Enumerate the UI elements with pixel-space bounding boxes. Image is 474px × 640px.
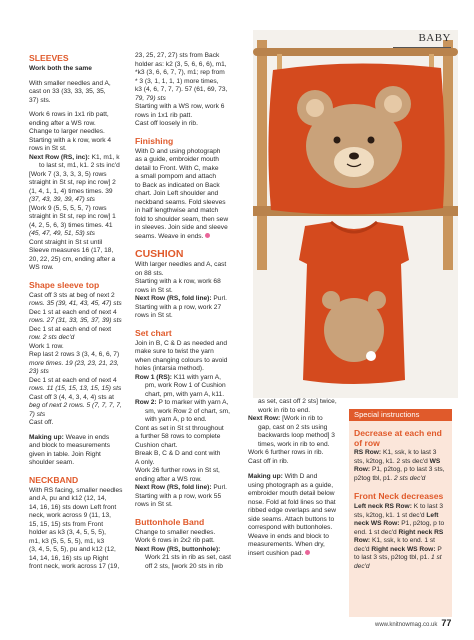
para-buttonhole-cont: as set, cast off 2 sts] twice, work in rib to end. Next Row: [Work in rib to gap, cast on 2 sts using backwards loop method] 3 times, work in rib to end. Work 6 further rows in rib. Cast off in rib. — [248, 398, 337, 465]
footer-url: www.knitnowmag.co.uk — [375, 622, 438, 628]
section-title-shape-sleeve-top: Shape sleeve top — [29, 279, 100, 290]
section-title-buttonhole-band: Buttonhole Band — [135, 516, 205, 527]
para-cushion-making-up: Making up: With D and using photograph as a guide, embroider mouth detail below nose. Fold at fold lines so that ribbed edge overlaps and sew side seams. Attach buttons to correspond with buttonholes. Weave in ends and block to measurements. When dry, insert cushion pad. — [248, 473, 336, 557]
para-finishing: With D and using photograph as a guide, embroider mouth detail to Front. With C, make a small pompom and attach to Back as indicated on Back chart. Join Left shoulder and neckband seams. Fold sleeves in half lengthwise and match fold to shoulder seam, then sew in sleeves. Join side and sleeve seams. Weave in ends. — [135, 147, 229, 240]
sidebar-decrease-rows: RS Row: K1, ssk, k to last 3 sts, k2tog, k1. 2 sts dec'd WS Row: P1, p2tog, p to last 3 sts, p2tog tbl, p1. 2 sts dec'd — [354, 449, 445, 482]
page-number: 77 — [441, 618, 452, 628]
special-instructions-sidebar — [349, 421, 452, 617]
para-shape-sleeve-top: Cast off 3 sts at beg of next 2 rows. 35 (39, 41, 43, 45, 47) sts Dec 1 st at each end of next 4 rows. 27 (31, 33, 35, 37, 39) sts Dec 1 st at each end of next row. 2 sts dec'd Work 1 row. Rep last 2 rows 3 (3, 4, 6, 6, 7) more times. 19 (23, 23, 21, 23, 23) sts Dec 1 st at each end of next 4 rows. 11 (15, 15, 13, 15, 15) sts Cast off 3 (4, 4, 3, 4, 4) sts at beg of next 2 rows. 5 (7, 7, 7, 7, 7) sts Cast off. — [29, 291, 122, 426]
para-neckband-cont: 23, 25, 27, 27) sts from Back holder as: k2 (3, 5, 6, 6, 6), m1, *k3 (3, 6, 6, 7, 7), m1; rep from * 3 (3, 1, 1, 1, 1) more times, k3 (4, 6, 7, 7, 7). 57 (61, 69, 73, 79, 79) sts Starting with a WS row, work 6 rows in 1x1 rib patt. Cast off loosely in rib. — [135, 52, 228, 127]
para-neckband: With RS facing, smaller needles and A, pu and k12 (12, 14, 14, 16, 16) sts down Left front neck, work across 9 (11, 13, 15, 15, 15) sts from Front holder as k3 (3, 4, 5, 5, 5), m1, k3 (5, 5, 5, 5), m1, k3 (3, 4, 5, 5, 5), pu and k12 (12, 14, 14, 16, 16) sts up Right front neck, work across 17 (19, — [29, 486, 123, 570]
para-sleeves-cast-on: With smaller needles and A, cast on 33 (33, 33, 35, 35, 37) sts. — [29, 79, 111, 104]
sidebar-header: Special instructions — [349, 409, 452, 421]
column-3 — [248, 398, 345, 564]
sleeves-subtitle: Work both the same — [29, 65, 92, 72]
para-set-chart: Join in B, C & D as needed and make sure to twist the yarn when changing colours to avoid holes (intarsia method). Row 1 (RS): K11 with yarn A, pm, work Row 1 of Cushion chart, pm, with yarn A, k11. Row 2: P to marker with yarn A, sm, work Row 2 of chart, sm, with yarn A, p to end. Cont as set in St st throughout a further 58 rows to complete Cushion chart. Break B, C & D and cont with A only. Work 26 further rows in St st, ending after a WS row. Next Row (RS, fold line): Purl. Starting with a p row, work 55 rows in St st. — [135, 339, 231, 508]
column-2 — [135, 46, 240, 571]
section-tag: BABY — [393, 32, 451, 48]
column-1 — [29, 46, 122, 572]
page-footer — [375, 618, 457, 628]
section-title-sleeves: SLEEVES — [29, 53, 69, 63]
end-of-section-dot-icon — [305, 550, 310, 555]
sidebar-front-neck-rows: Left neck RS Row: K to last 3 sts, k2tog, k1. 1 st dec'd Left neck WS Row: P1, p2tog, p to end. 1 st dec'd Right neck RS Row: K1, ssk, k to end. 1 st dec'd Right neck WS Row: P to last 3 sts, p2tog tbl, p1. 1 st dec'd — [354, 503, 445, 570]
para-sleeves-body: Work 6 rows in 1x1 rib patt, ending after a WS row. Change to larger needles. Starting with a k row, work 4 rows in St st. Next Row (RS, inc): K1, m1, k to last st, m1, k1. 2 sts inc'd [Work 7 (3, 3, 3, 3, 5) rows straight in St st, rep inc row] 2 (1, 4, 1, 1, 4) times times. 39 (37, 43, 39, 39, 47) sts [Work 9 (5, 5, 5, 5, 7) rows straight in St st, rep inc row] 1 (4, 2, 5, 6, 3) times times. 41 (45, 47, 49, 51, 53) sts Cont straight in St st until Sleeve measures 16 (17, 18, 20, 22, 25) cm, ending after a WS row. — [29, 111, 120, 271]
para-making-up: Making up: Weave in ends and block to measurements given in table. Join Right shoulder seam. — [29, 433, 110, 466]
section-title-set-chart: Set chart — [135, 327, 172, 338]
section-title-cushion: CUSHION — [135, 248, 184, 260]
sidebar-title-front-neck: Front Neck decreases — [354, 491, 444, 501]
end-of-section-dot-icon — [205, 233, 210, 238]
section-title-finishing: Finishing — [135, 135, 174, 146]
section-title-neckband: NECKBAND — [29, 474, 79, 485]
para-buttonhole-band: Change to smaller needles. Work 6 rows in 2x2 rib patt. Next Row (RS, buttonhole): Work 21 sts in rib as set, cast off 2 sts, [work 20 sts in rib — [135, 528, 231, 570]
bear-cushion-photo-icon — [253, 30, 458, 398]
photo-area — [253, 30, 458, 398]
sidebar-title-decrease: Decrease at each end of row — [354, 428, 442, 448]
para-cushion: With larger needles and A, cast on 88 sts. Starting with a k row, work 68 rows in St st. Next Row (RS, fold line): Purl. Starting with a p row, work 27 rows in St st. — [135, 261, 227, 319]
